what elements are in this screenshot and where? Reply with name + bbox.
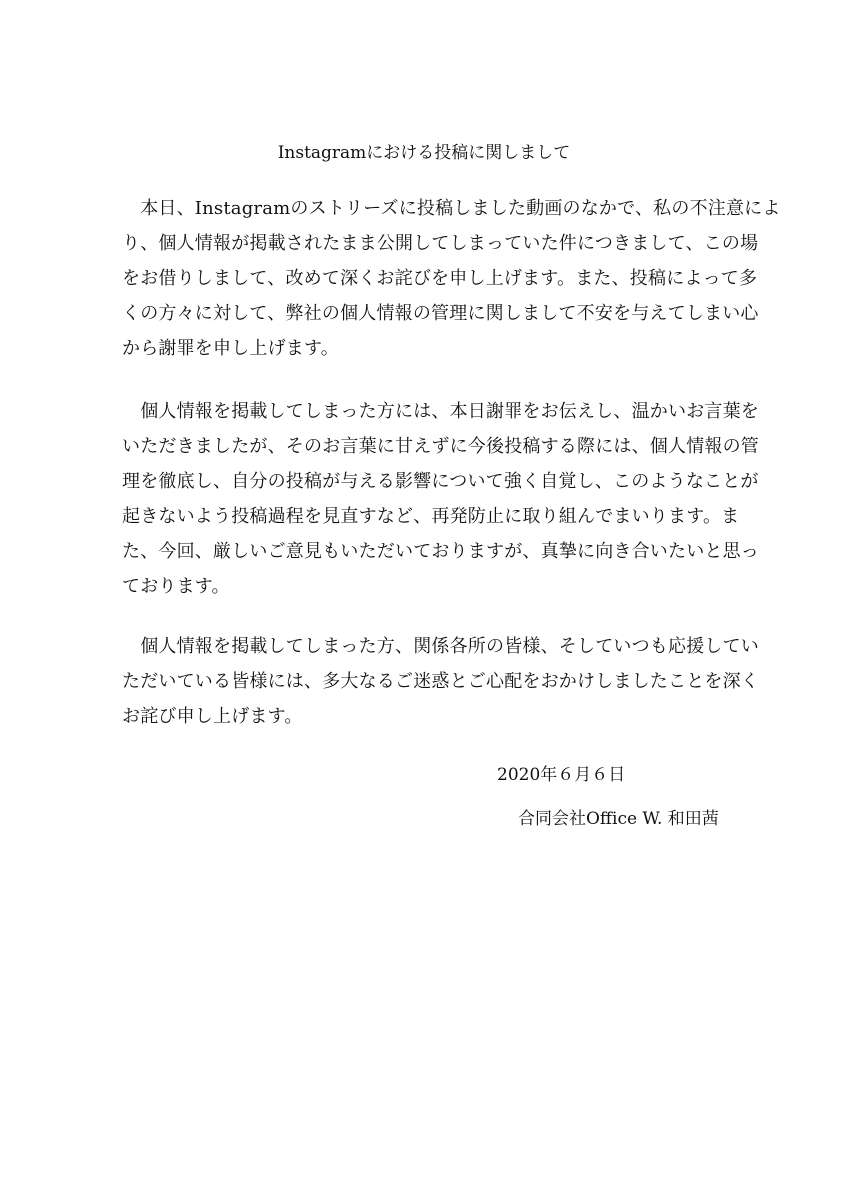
paragraph-3-line: お詫び申し上げます。 [122, 706, 303, 727]
document-signature: 合同会社Office W. 和田茜 [518, 809, 719, 829]
paragraph-1-line: 本日、Instagramのストリーズに投稿しました動画のなかで、私の不注意によ [122, 198, 781, 219]
paragraph-1-line: から謝罪を申し上げます。 [122, 338, 339, 359]
paragraph-2-line: いただきましたが、そのお言葉に甘えずに今後投稿する際には、個人情報の管 [122, 436, 759, 457]
paragraph-1-line: り、個人情報が掲載されたまま公開してしまっていた件につきまして、この場 [122, 233, 759, 254]
paragraph-3-line: ただいている皆様には、多大なるご迷惑とご心配をおかけしましたことを深く [122, 671, 759, 692]
paragraph-1-line: をお借りしまして、改めて深くお詫びを申し上げます。また、投稿によって多 [122, 268, 758, 289]
document-title: Instagramにおける投稿に関しまして [277, 143, 571, 163]
paragraph-3-line: 個人情報を掲載してしまった方、関係各所の皆様、そしていつも応援してい [122, 636, 759, 657]
paragraph-2-line: ております。 [122, 576, 230, 597]
paragraph-2-line: 個人情報を掲載してしまった方には、本日謝罪をお伝えし、温かいお言葉を [122, 401, 759, 422]
paragraph-2-line: た、今回、厳しいご意見もいただいておりますが、真摯に向き合いたいと思っ [122, 541, 759, 562]
paragraph-2-line: 起きないよう投稿過程を見直すなど、再発防止に取り組んでまいります。ま [122, 506, 740, 527]
document-date: 2020年６月６日 [497, 765, 626, 785]
paragraph-1-line: くの方々に対して、弊社の個人情報の管理に関しまして不安を与えてしまい心 [122, 303, 759, 324]
paragraph-2-line: 理を徹底し、自分の投稿が与える影響について強く自覚し、このようなことが [122, 471, 759, 492]
